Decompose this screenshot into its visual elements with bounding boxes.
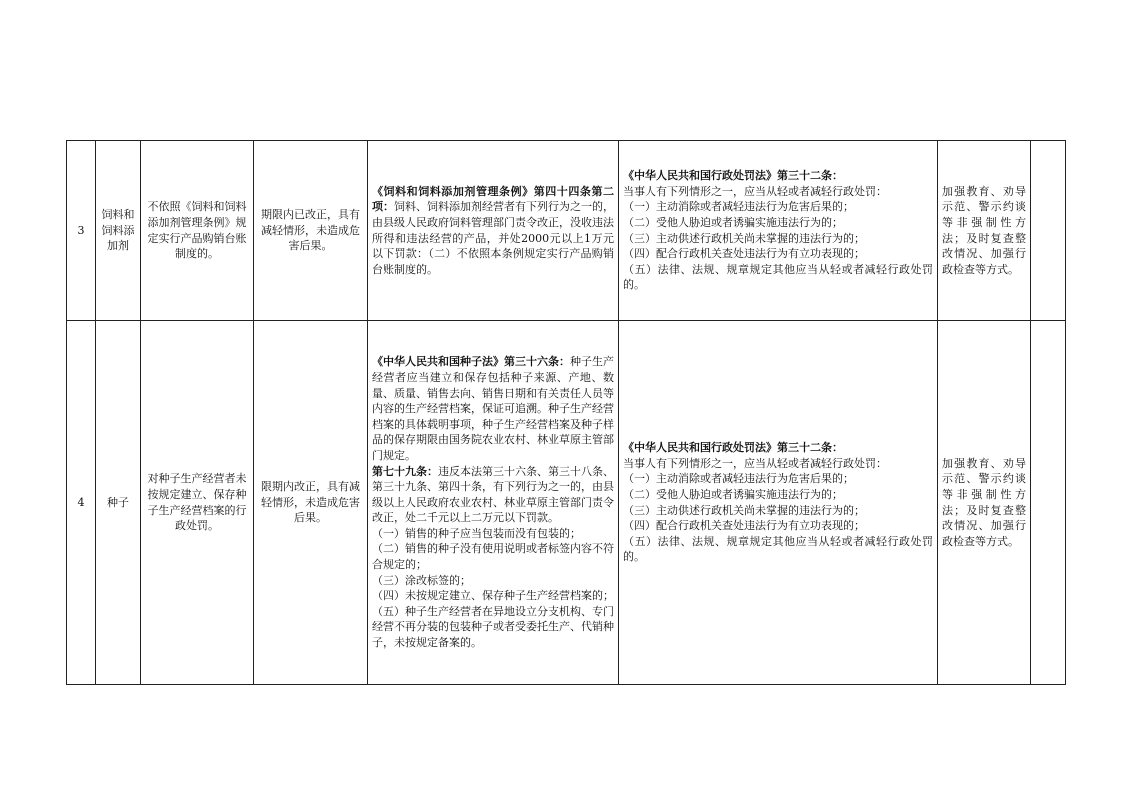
measures-cell: 加强教育、劝导示范、警示约谈等非强制性方法；及时复查整改情况、加强行政检查等方式。 (938, 321, 1031, 685)
basis-paragraph (372, 573, 614, 589)
category-cell: 饲料和饲料添加剂 (96, 141, 141, 321)
basis-text: 违反本法第三十六条、第三十八条、第三十九条、第四十条，有下列行为之一的，由县级以上人民政府农业农村、林业草原主管部门责令改正，处二千元以上二万元以下罚款。 (372, 464, 614, 525)
basis-text: 种子生产经营者应当建立和保存包括种子来源、产地、数量、质量、销售去向、销售日期和有关责任人员等内容的生产经营档案，保证可追溯。种子生产经营档案的具体载明事项，种子生产经营档案及种子样品的保存期限由国务院农业农村、林业草原主管部门规定。 (372, 355, 614, 462)
basis-text: 饲料、饲料添加剂经营者有下列行为之一的，由县级人民政府饲料管理部门责令改正，没收违法所得和违法经营的产品，并处2000元以上1万元以下罚款：（二）不依照本条例规定实行产品购销台账制度的。 (372, 200, 614, 276)
measures-cell: 加强教育、劝导示范、警示约谈等非强制性方法；及时复查整改情况、加强行政检查等方式。 (938, 141, 1031, 321)
basis-text: （一）销售的种子应当包装而没有包装的； (372, 526, 581, 540)
basis-paragraph (372, 526, 614, 542)
basis-text: （五）种子生产经营者在异地设立分支机构、专门经营不再分装的包装种子或者受委托生产、代销种子，未按规定备案的。 (372, 604, 614, 650)
table-row (67, 141, 1066, 321)
legal-cell (619, 141, 938, 321)
legal-line: 当事人有下列情形之一，应当从轻或者减轻行政处罚： (623, 184, 887, 198)
condition-cell: 期限内已改正，具有减轻情形，未造成危害后果。 (254, 141, 368, 321)
legal-line: （一）主动消除或者减轻违法行为危害后果的； (623, 200, 854, 214)
row-number: 4 (67, 321, 96, 685)
row-number: 3 (67, 141, 96, 321)
basis-bold: 《中华人民共和国种子法》第三十六条： (372, 355, 570, 369)
legal-line: （三）主动供述行政机关尚未掌握的违法行为的； (623, 231, 865, 245)
basis-paragraph (372, 184, 614, 278)
legal-line: （四）配合行政机关查处违法行为有立功表现的； (623, 247, 865, 261)
basis-paragraph (372, 464, 614, 526)
basis-bold: 第七十九条： (372, 464, 438, 478)
legal-cell (619, 321, 938, 685)
basis-text: （二）销售的种子没有使用说明或者标签内容不符合规定的； (372, 542, 614, 572)
basis-paragraph (372, 354, 614, 463)
basis-text: （三）涂改标签的； (372, 573, 471, 587)
legal-line: （四）配合行政机关查处违法行为有立功表现的； (623, 519, 865, 533)
basis-bold: 《饲料和饲料添加剂管理条例》第四十四条第二项： (372, 184, 614, 214)
legal-line: （一）主动消除或者减轻违法行为危害后果的； (623, 472, 854, 486)
legal-line: （五）法律、法规、规章规定其他应当从轻或者减轻行政处罚的。 (623, 534, 933, 564)
extra-cell (1031, 321, 1066, 685)
category-cell: 种子 (96, 321, 141, 685)
penalty-table (66, 140, 1066, 685)
legal-title: 《中华人民共和国行政处罚法》第三十二条： (623, 169, 843, 183)
condition-cell: 限期内改正，具有减轻情形，未造成危害后果。 (254, 321, 368, 685)
behavior-cell: 对种子生产经营者未按规定建立、保存种子生产经营档案的行政处罚。 (141, 321, 254, 685)
extra-cell (1031, 141, 1066, 321)
basis-cell (368, 321, 619, 685)
legal-title: 《中华人民共和国行政处罚法》第三十二条： (623, 441, 843, 455)
basis-text: （四）未按规定建立、保存种子生产经营档案的； (372, 589, 614, 603)
table-body (67, 141, 1066, 685)
legal-line: 当事人有下列情形之一，应当从轻或者减轻行政处罚： (623, 456, 887, 470)
basis-paragraph (372, 541, 614, 572)
table-row (67, 321, 1066, 685)
legal-line: （三）主动供述行政机关尚未掌握的违法行为的； (623, 503, 865, 517)
basis-cell (368, 141, 619, 321)
legal-line: （二）受他人胁迫或者诱骗实施违法行为的； (623, 487, 843, 501)
behavior-cell: 不依照《饲料和饲料添加剂管理条例》规定实行产品购销台账制度的。 (141, 141, 254, 321)
legal-line: （五）法律、法规、规章规定其他应当从轻或者减轻行政处罚的。 (623, 262, 933, 292)
basis-paragraph (372, 588, 614, 604)
basis-paragraph (372, 604, 614, 651)
legal-line: （二）受他人胁迫或者诱骗实施违法行为的； (623, 215, 843, 229)
